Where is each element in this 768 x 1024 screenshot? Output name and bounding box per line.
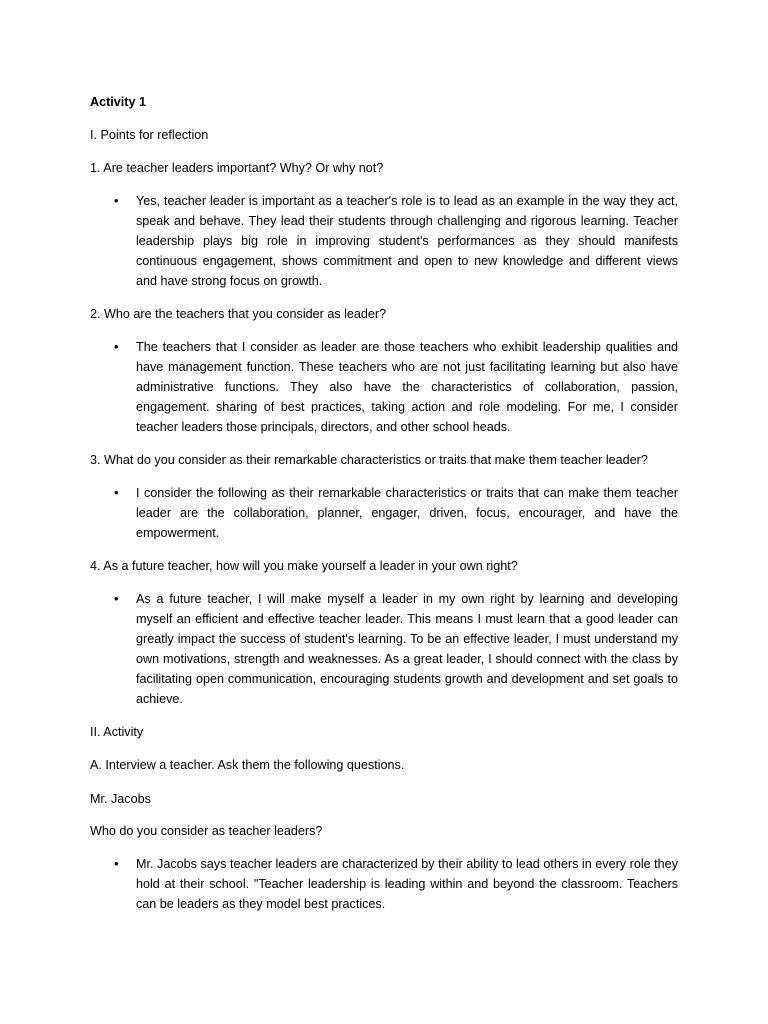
bullet-icon: •	[114, 591, 119, 606]
answer-2-text: The teachers that I consider as leader are those teachers who exhibit leadership qualities and have management function. These teachers who are not just facilitating learning but also have administrative functions. They also have the characteristics of collaboration, passion, engagement. sharing of best practices, taking action and role modeling. For me, I consider teacher leaders those principals, directors, and other school heads.	[136, 340, 678, 434]
bullet-icon: •	[114, 339, 119, 354]
bullet-icon: •	[114, 485, 119, 500]
bullet-icon: •	[114, 193, 119, 208]
section-heading-activity: II. Activity	[90, 725, 144, 739]
answer-1-text: Yes, teacher leader is important as a teacher's role is to lead as an example in the way they act, speak and behave. They lead their students through challenging and rigorous learning. Teacher leadership plays big role in improving student's performances as they should manifests continuous engagement, shows commitment and open to new knowledge and different views and have strong focus on growth.	[136, 194, 678, 288]
bullet-icon: •	[114, 856, 119, 871]
interview-instruction: A. Interview a teacher. Ask them the following questions.	[90, 758, 405, 772]
interview-answer-text: Mr. Jacobs says teacher leaders are characterized by their ability to lead others in every role they hold at their school. "Teacher leadership is leading within and beyond the classroom. Teachers can be leaders as they model best practices.	[136, 857, 678, 911]
interviewee-name: Mr. Jacobs	[90, 792, 151, 806]
interview-question: Who do you consider as teacher leaders?	[90, 824, 323, 838]
answer-1	[90, 191, 678, 291]
interview-answer	[90, 854, 678, 914]
answer-3	[90, 483, 678, 543]
answer-4	[90, 589, 678, 709]
answer-3-text: I consider the following as their remarkable characteristics or traits that can make them teacher leader are the collaboration, planner, engager, driven, focus, encourager, and have the empowerment.	[136, 486, 678, 540]
question-4: 4. As a future teacher, how will you make yourself a leader in your own right?	[90, 559, 518, 573]
activity-title: Activity 1	[90, 95, 146, 109]
section-heading-reflection: I. Points for reflection	[90, 128, 209, 142]
question-3: 3. What do you consider as their remarkable characteristics or traits that make them teacher leader?	[90, 453, 648, 467]
question-2: 2. Who are the teachers that you consider as leader?	[90, 307, 387, 321]
answer-2	[90, 337, 678, 437]
question-1: 1. Are teacher leaders important? Why? Or why not?	[90, 161, 384, 175]
answer-4-text: As a future teacher, I will make myself a leader in my own right by learning and developing myself an efficient and effective teacher leader. This means I must learn that a good leader can greatly impact the success of student's learning. To be an effective leader, I must understand my own motivations, strength and weaknesses. As a great leader, I should connect with the class by facilitating open communication, encouraging students growth and development and set goals to achieve.	[136, 592, 678, 706]
